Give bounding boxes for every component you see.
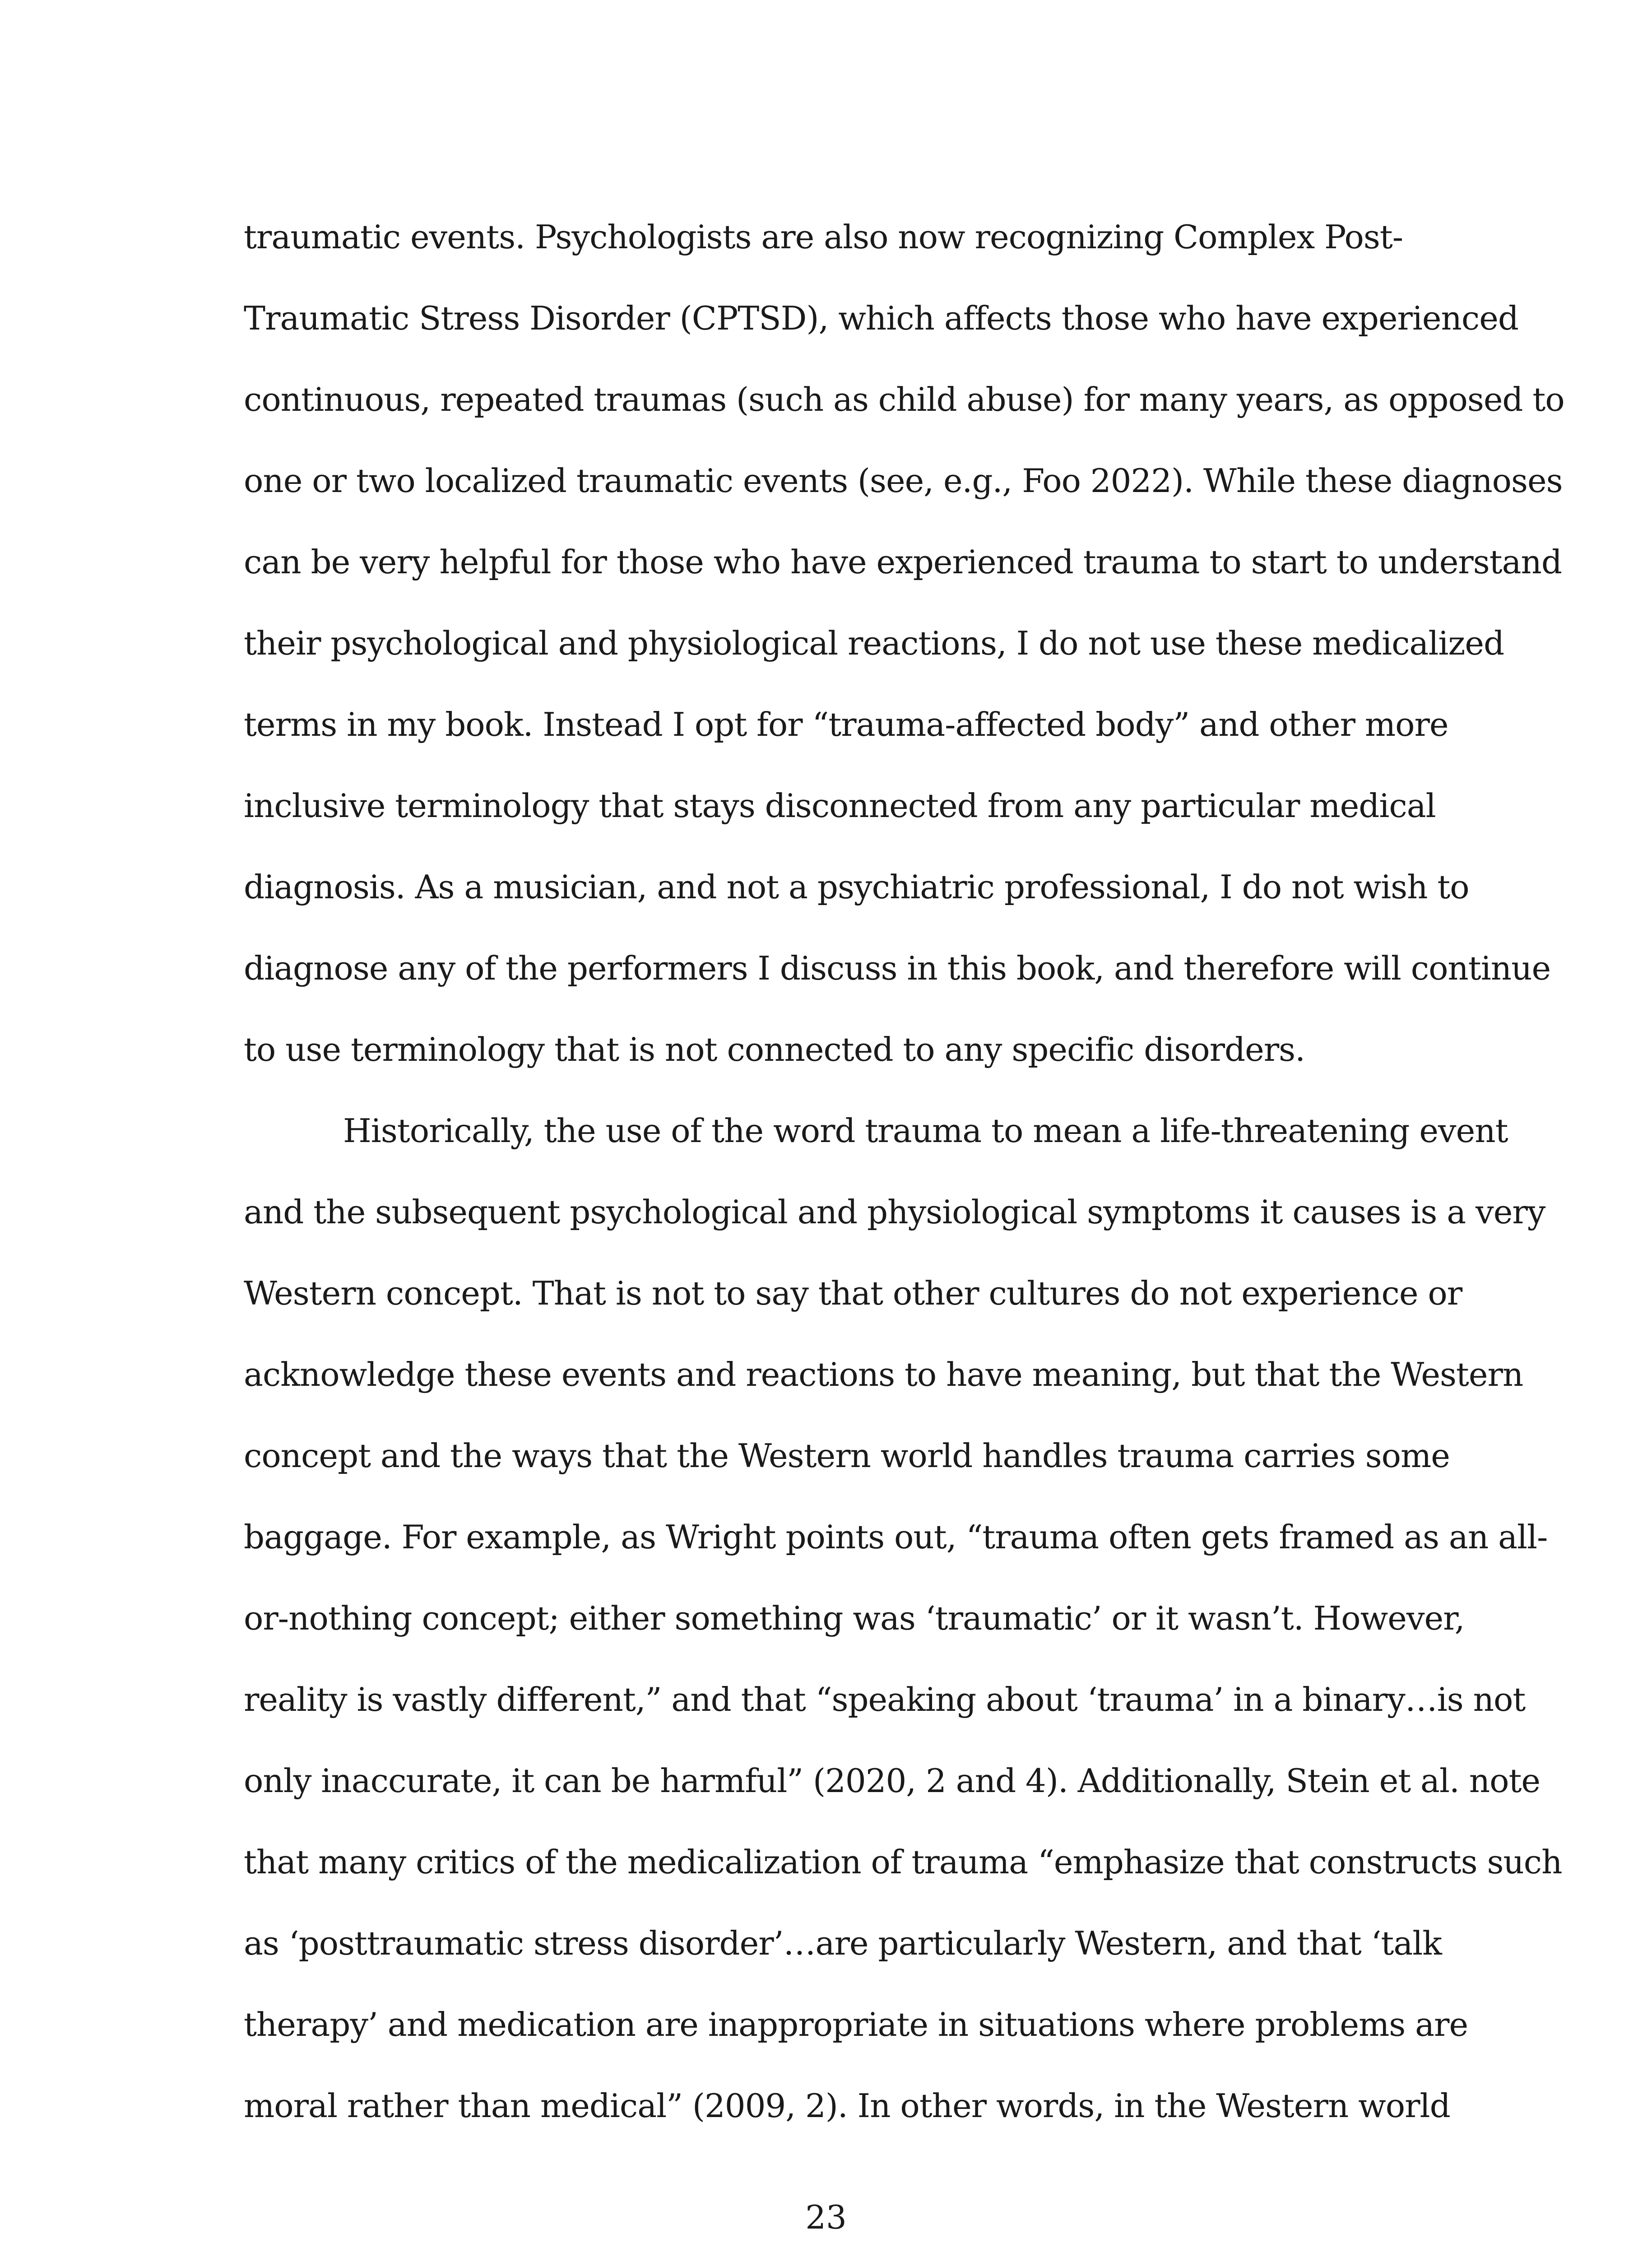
text-line: only inaccurate, it can be harmful” (2020, 2 and 4). Additionally, Stein et al. note: [244, 1762, 1541, 1800]
text-line: therapy’ and medication are inappropriate in situations where problems are: [244, 2006, 1468, 2043]
text-line: concept and the ways that the Western world handles trauma carries some: [244, 1437, 1450, 1475]
text-line: that many critics of the medicalization of trauma “emphasize that constructs such: [244, 1843, 1562, 1881]
text-line: terms in my book. Instead I opt for “trauma-affected body” and other more: [244, 706, 1448, 743]
text-line: can be very helpful for those who have experienced trauma to start to understand: [244, 543, 1562, 581]
text-line: as ‘posttraumatic stress disorder’…are particularly Western, and that ‘talk: [244, 1924, 1442, 1962]
body-text: [244, 208, 1564, 2158]
text-line: diagnosis. As a musician, and not a psychiatric professional, I do not wish to: [244, 868, 1469, 906]
text-line: inclusive terminology that stays disconnected from any particular medical: [244, 787, 1436, 825]
text-line: one or two localized traumatic events (see, e.g., Foo 2022). While these diagnoses: [244, 462, 1563, 500]
text-line: reality is vastly different,” and that “speaking about ‘trauma’ in a binary…is not: [244, 1681, 1526, 1718]
text-line: Western concept. That is not to say that other cultures do not experience or: [244, 1274, 1462, 1312]
text-line: continuous, repeated traumas (such as child abuse) for many years, as opposed to: [244, 381, 1564, 418]
text-line: diagnose any of the performers I discuss in this book, and therefore will continue: [244, 949, 1551, 987]
text-line: moral rather than medical” (2009, 2). In other words, in the Western world: [244, 2087, 1450, 2125]
page-number: 23: [805, 2198, 847, 2236]
paragraph-first-line: Historically, the use of the word trauma to mean a life-threatening event: [343, 1112, 1508, 1150]
text-line: baggage. For example, as Wright points out, “trauma often gets framed as an all-: [244, 1518, 1548, 1556]
text-line: to use terminology that is not connected to any specific disorders.: [244, 1031, 1305, 1068]
text-line: acknowledge these events and reactions to have meaning, but that the Western: [244, 1356, 1523, 1393]
text-line: and the subsequent psychological and physiological symptoms it causes is a very: [244, 1193, 1545, 1231]
text-line: Traumatic Stress Disorder (CPTSD), which affects those who have experienced: [244, 299, 1518, 337]
text-line: or-nothing concept; either something was ‘traumatic’ or it wasn’t. However,: [244, 1599, 1465, 1637]
text-line: their psychological and physiological reactions, I do not use these medicalized: [244, 624, 1504, 662]
text-line: traumatic events. Psychologists are also now recognizing Complex Post-: [244, 218, 1403, 256]
